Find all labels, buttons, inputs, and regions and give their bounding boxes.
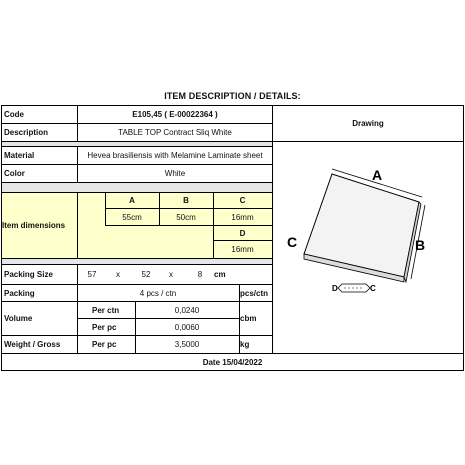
volume-label: Volume <box>4 314 33 323</box>
volume-per-pc-label: Per pc <box>92 322 117 332</box>
unit-column-divider <box>239 285 240 353</box>
code-label: Code <box>4 110 24 119</box>
packing-size-times-1: x <box>116 270 120 279</box>
grid-line <box>213 240 272 241</box>
packing-value: 4 pcs / ctn <box>139 288 177 298</box>
drawing-label-b: B <box>415 237 426 253</box>
packing-size-width: 52 <box>141 270 151 279</box>
grid-line <box>105 193 106 226</box>
description-label: Description <box>4 128 49 137</box>
color-label: Color <box>4 169 25 178</box>
material-value: Hevea brasiliensis with Melamine Laminate sheet <box>87 151 263 160</box>
color-value: White <box>164 169 186 178</box>
weight-unit: kg <box>240 340 250 349</box>
material-label: Material <box>4 151 35 160</box>
date-footer: Date 15/04/2022 <box>202 357 263 367</box>
volume-per-pc-value: 0,0060 <box>174 322 200 332</box>
grid-line <box>77 318 239 319</box>
code-value: E105,45 ( E-00022364 ) <box>132 110 218 119</box>
table-bottom-border <box>1 370 464 371</box>
drawing-column-divider <box>272 105 273 353</box>
drawing-header: Drawing <box>352 119 384 128</box>
weight-value: 3,5000 <box>174 340 200 349</box>
packing-unit: pcs/ctn <box>240 288 269 298</box>
drawing-label-c: C <box>287 234 298 250</box>
volume-per-ctn-value: 0,0240 <box>174 305 200 315</box>
dimension-header-b: B <box>159 193 213 208</box>
grid-line <box>159 193 160 226</box>
packing-size-unit: cm <box>214 270 226 279</box>
packing-size-label: Packing Size <box>4 270 53 279</box>
dimension-value-a: 55cm <box>105 209 159 225</box>
table-right-border <box>463 105 464 371</box>
packing-size-times-2: x <box>169 270 173 279</box>
edge-label-c: C <box>370 284 376 293</box>
edge-label-d: D <box>332 284 338 293</box>
dimension-value-d: 16mm <box>213 241 272 257</box>
dimension-value-c: 16mm <box>213 209 272 225</box>
value-column-divider <box>135 302 136 353</box>
description-value: TABLE TOP Contract Sliq White <box>118 128 232 137</box>
table-top-drawing <box>284 144 459 304</box>
item-dimensions-label: Item dimensions <box>2 193 77 258</box>
row-spacer <box>2 183 272 192</box>
packing-size-height: 8 <box>197 270 203 279</box>
dimension-header-d: D <box>213 226 272 240</box>
dimension-header-a: A <box>105 193 159 208</box>
weight-label: Weight / Gross <box>4 340 61 349</box>
drawing-label-a: A <box>372 167 383 183</box>
dimension-value-b: 50cm <box>159 209 213 225</box>
sheet-title: ITEM DESCRIPTION / DETAILS: <box>164 91 301 101</box>
volume-per-ctn-label: Per ctn <box>92 305 120 315</box>
grid-line <box>105 208 272 209</box>
packing-size-length: 57 <box>87 270 97 279</box>
dimension-header-c: C <box>213 193 272 208</box>
volume-unit: cbm <box>240 314 257 323</box>
grid-line <box>105 225 272 226</box>
packing-label: Packing <box>4 288 35 298</box>
weight-per-pc-label: Per pc <box>92 340 117 349</box>
